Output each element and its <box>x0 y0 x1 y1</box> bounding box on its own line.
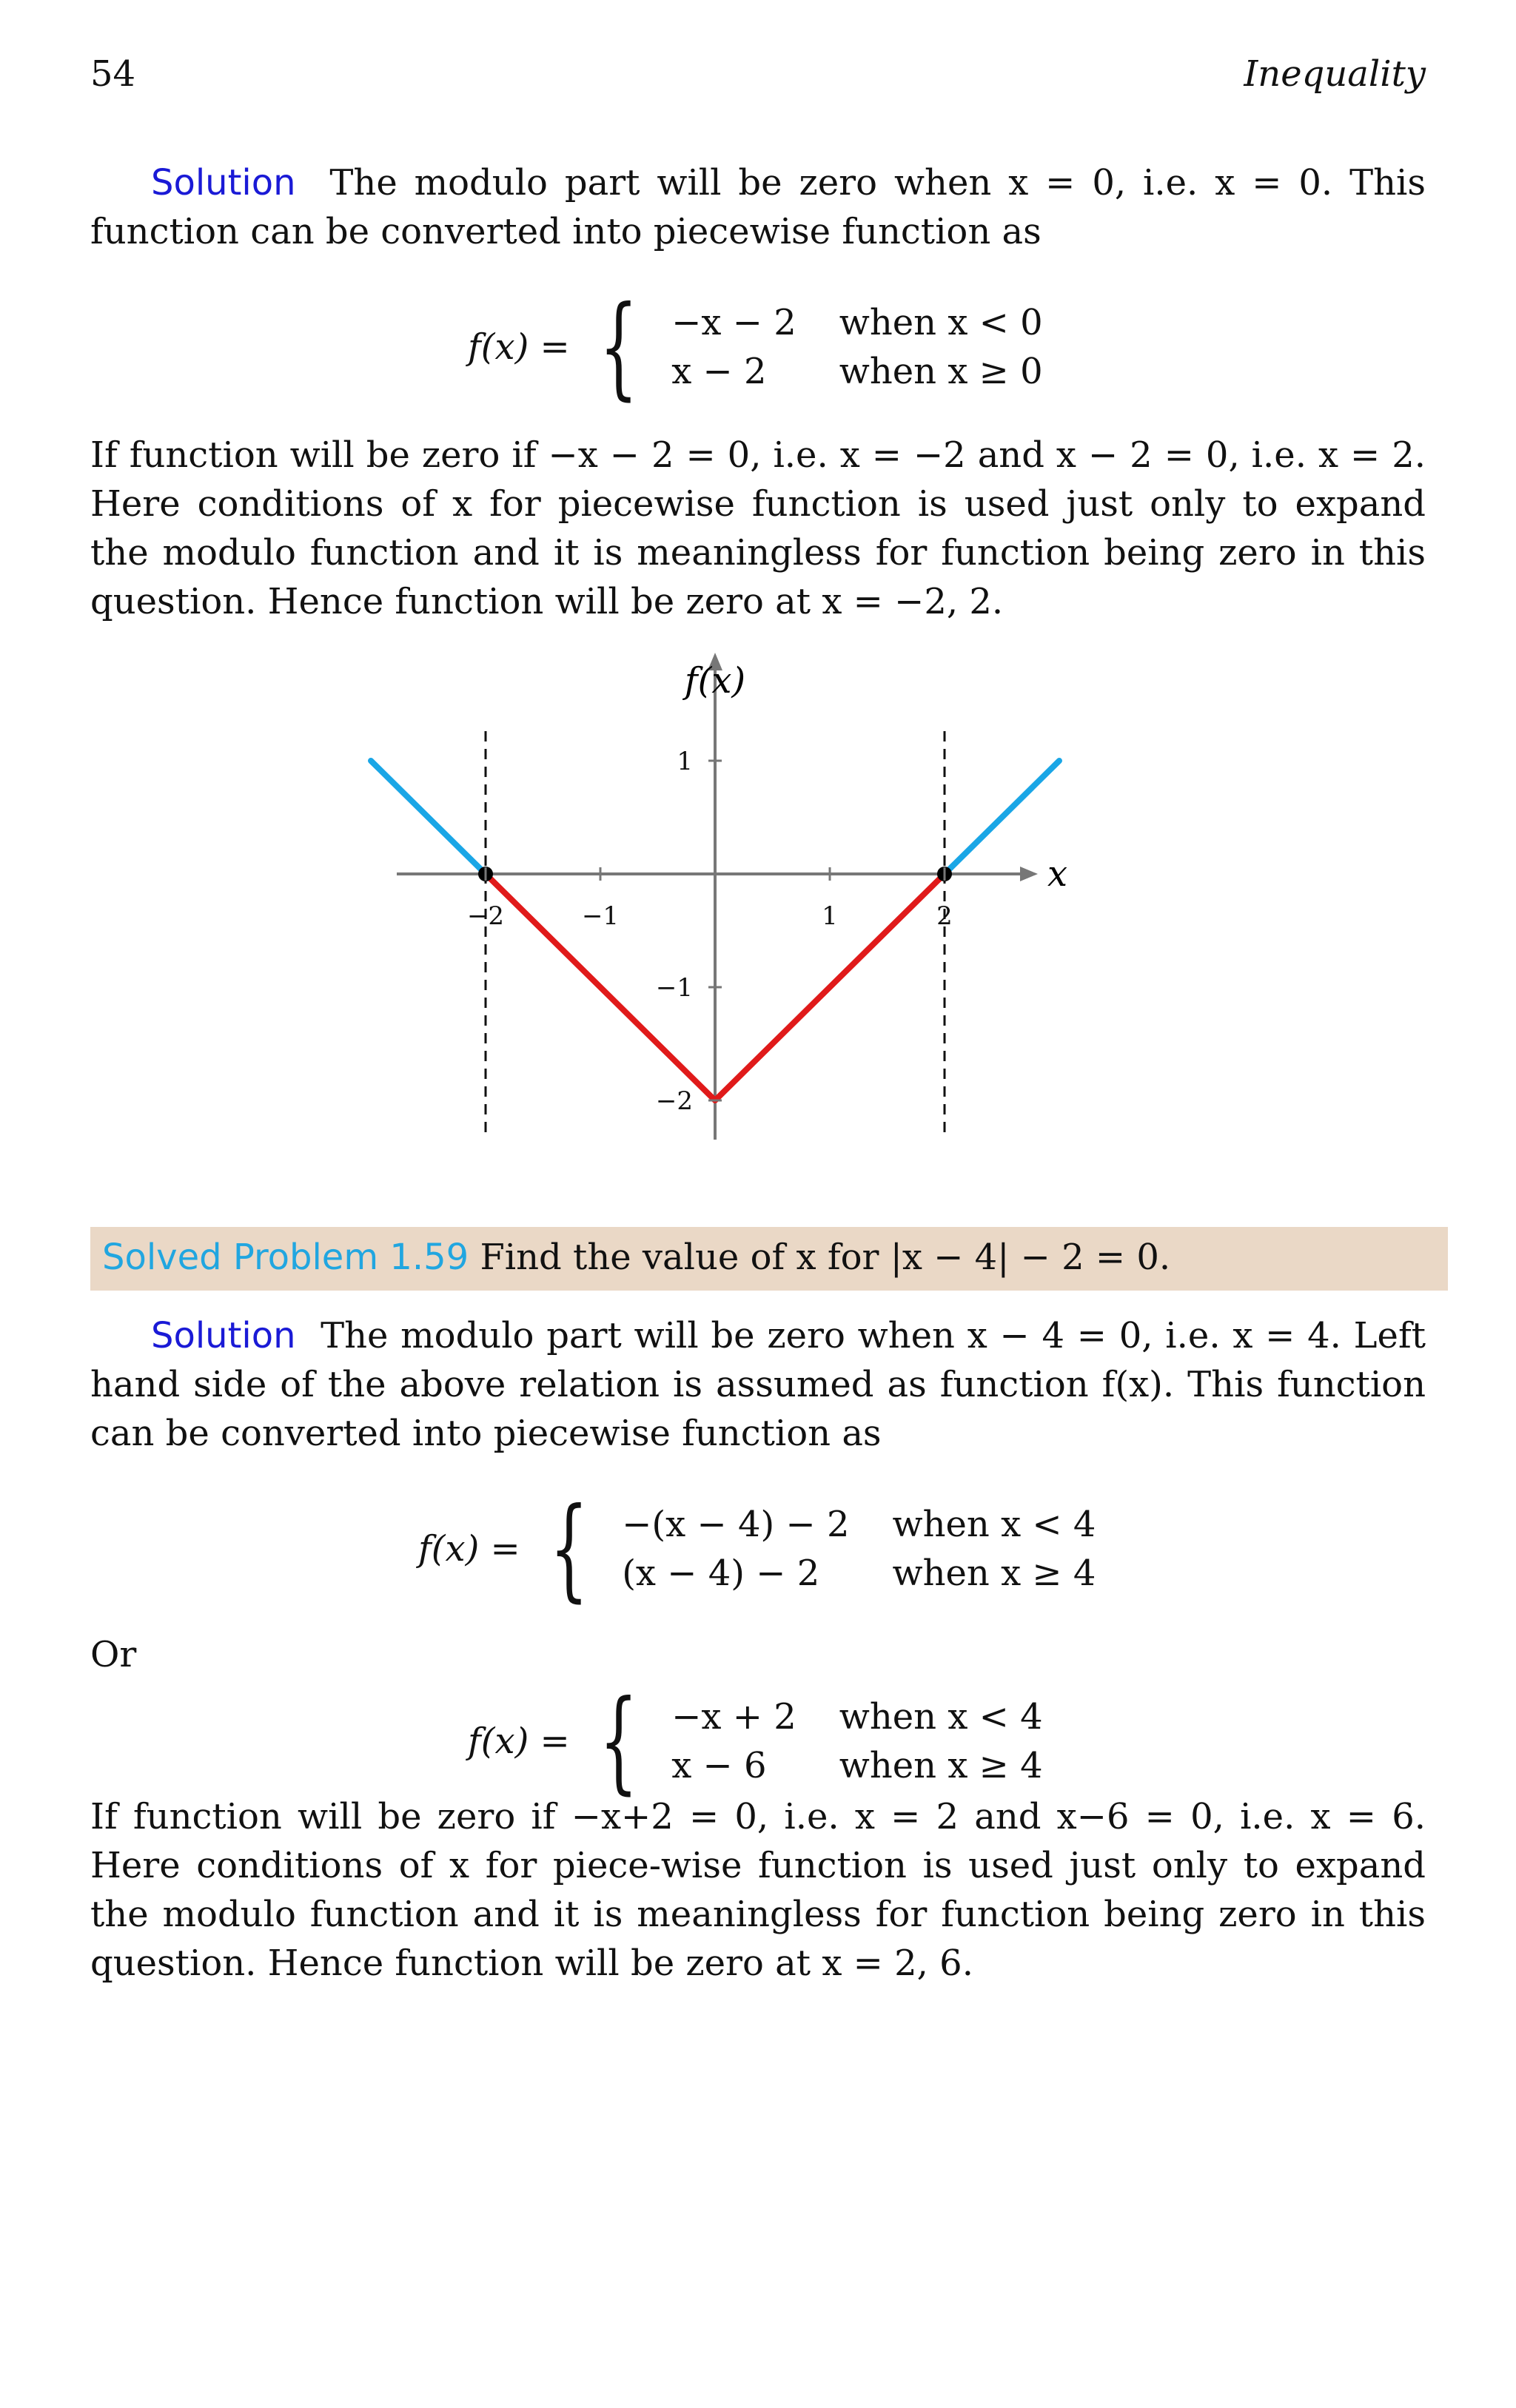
x-axis-arrow-icon <box>1020 867 1038 881</box>
case-expr: (x − 4) − 2 <box>622 1553 820 1594</box>
x-tick-label: −2 <box>466 901 505 931</box>
page-number: 54 <box>90 53 136 95</box>
case-cond: when x ≥ 4 <box>892 1553 1096 1594</box>
function-graph <box>326 651 1155 1154</box>
y-tick-label: −2 <box>655 1086 693 1116</box>
solution-2-conclusion: If function will be zero if −x+2 = 0, i.e. x = 2 and x−6 = 0, i.e. x = 6. Here conditions of x for piece-wise function is used just only to expand the modulo function and it is meaningless for function being zero in this question. Hence function will be zero at x = 2, 6. <box>90 1796 1426 1984</box>
case-expr: x − 6 <box>671 1745 767 1786</box>
y-tick-label: 1 <box>677 747 693 776</box>
case-expr: −x + 2 <box>671 1696 796 1738</box>
x-tick-label: 2 <box>936 901 953 931</box>
axes <box>397 653 1038 1140</box>
case-cond: when x ≥ 0 <box>839 351 1043 392</box>
left-brace-icon: { <box>599 1677 638 1806</box>
case-expr: x − 2 <box>671 351 767 392</box>
solution-2-paragraph <box>90 1311 1426 1458</box>
solution-1-paragraph <box>90 158 1426 256</box>
left-brace-icon: { <box>599 283 638 411</box>
piecewise-equation-2 <box>418 1484 1096 1613</box>
x-tick-label: 1 <box>822 901 838 931</box>
case-cond: when x < 0 <box>839 302 1043 343</box>
case-expr: −x − 2 <box>671 302 796 343</box>
solution-label: Solution <box>151 162 296 204</box>
x-axis-label: x <box>1047 853 1068 895</box>
y-axis-label: f(x) <box>684 660 746 702</box>
case-expr: −(x − 4) − 2 <box>622 1504 850 1545</box>
x-tick-label: −1 <box>581 901 620 931</box>
cases-block <box>622 1500 1096 1598</box>
cases-block <box>671 1692 1042 1790</box>
problem-label: Solved Problem 1.59 <box>102 1237 469 1278</box>
case-cond: when x ≥ 4 <box>839 1745 1043 1786</box>
case-cond: when x < 4 <box>839 1696 1043 1738</box>
solved-problem-heading <box>102 1233 1170 1282</box>
equation-lhs: f(x) = <box>418 1528 520 1570</box>
problem-statement: Find the value of x for |x − 4| − 2 = 0. <box>480 1237 1171 1278</box>
series-line-left-positive <box>371 761 486 874</box>
or-text: Or <box>90 1634 137 1675</box>
case-cond: when x < 4 <box>892 1504 1096 1545</box>
solution-1-text: The modulo part will be zero when x = 0, i.e. x = 0. This function can be converted into piecewise function as <box>90 162 1426 252</box>
solution-2-text: The modulo part will be zero when x − 4 = 0, i.e. x = 4. Left hand side of the above relation is assumed as function f(x). This function can be converted into piecewise function as <box>90 1315 1426 1454</box>
equation-lhs: f(x) = <box>468 1721 570 1762</box>
solution-1-conclusion: If function will be zero if −x − 2 = 0, i.e. x = −2 and x − 2 = 0, i.e. x = 2. Here conditions of x for piecewise function is used just only to expand the modulo function and it is meaningless for function being zero in this question. Hence function will be zero at x = −2, 2. <box>90 434 1426 622</box>
series-line-right-positive <box>945 761 1059 874</box>
piecewise-equation-3 <box>468 1677 1043 1806</box>
y-tick-label: −1 <box>655 973 693 1003</box>
running-head: Inequality <box>1244 53 1426 95</box>
cases-block <box>671 298 1042 396</box>
piecewise-equation-1 <box>468 283 1043 411</box>
left-brace-icon: { <box>549 1484 588 1613</box>
solution-label: Solution <box>151 1315 296 1356</box>
equation-lhs: f(x) = <box>468 326 570 368</box>
